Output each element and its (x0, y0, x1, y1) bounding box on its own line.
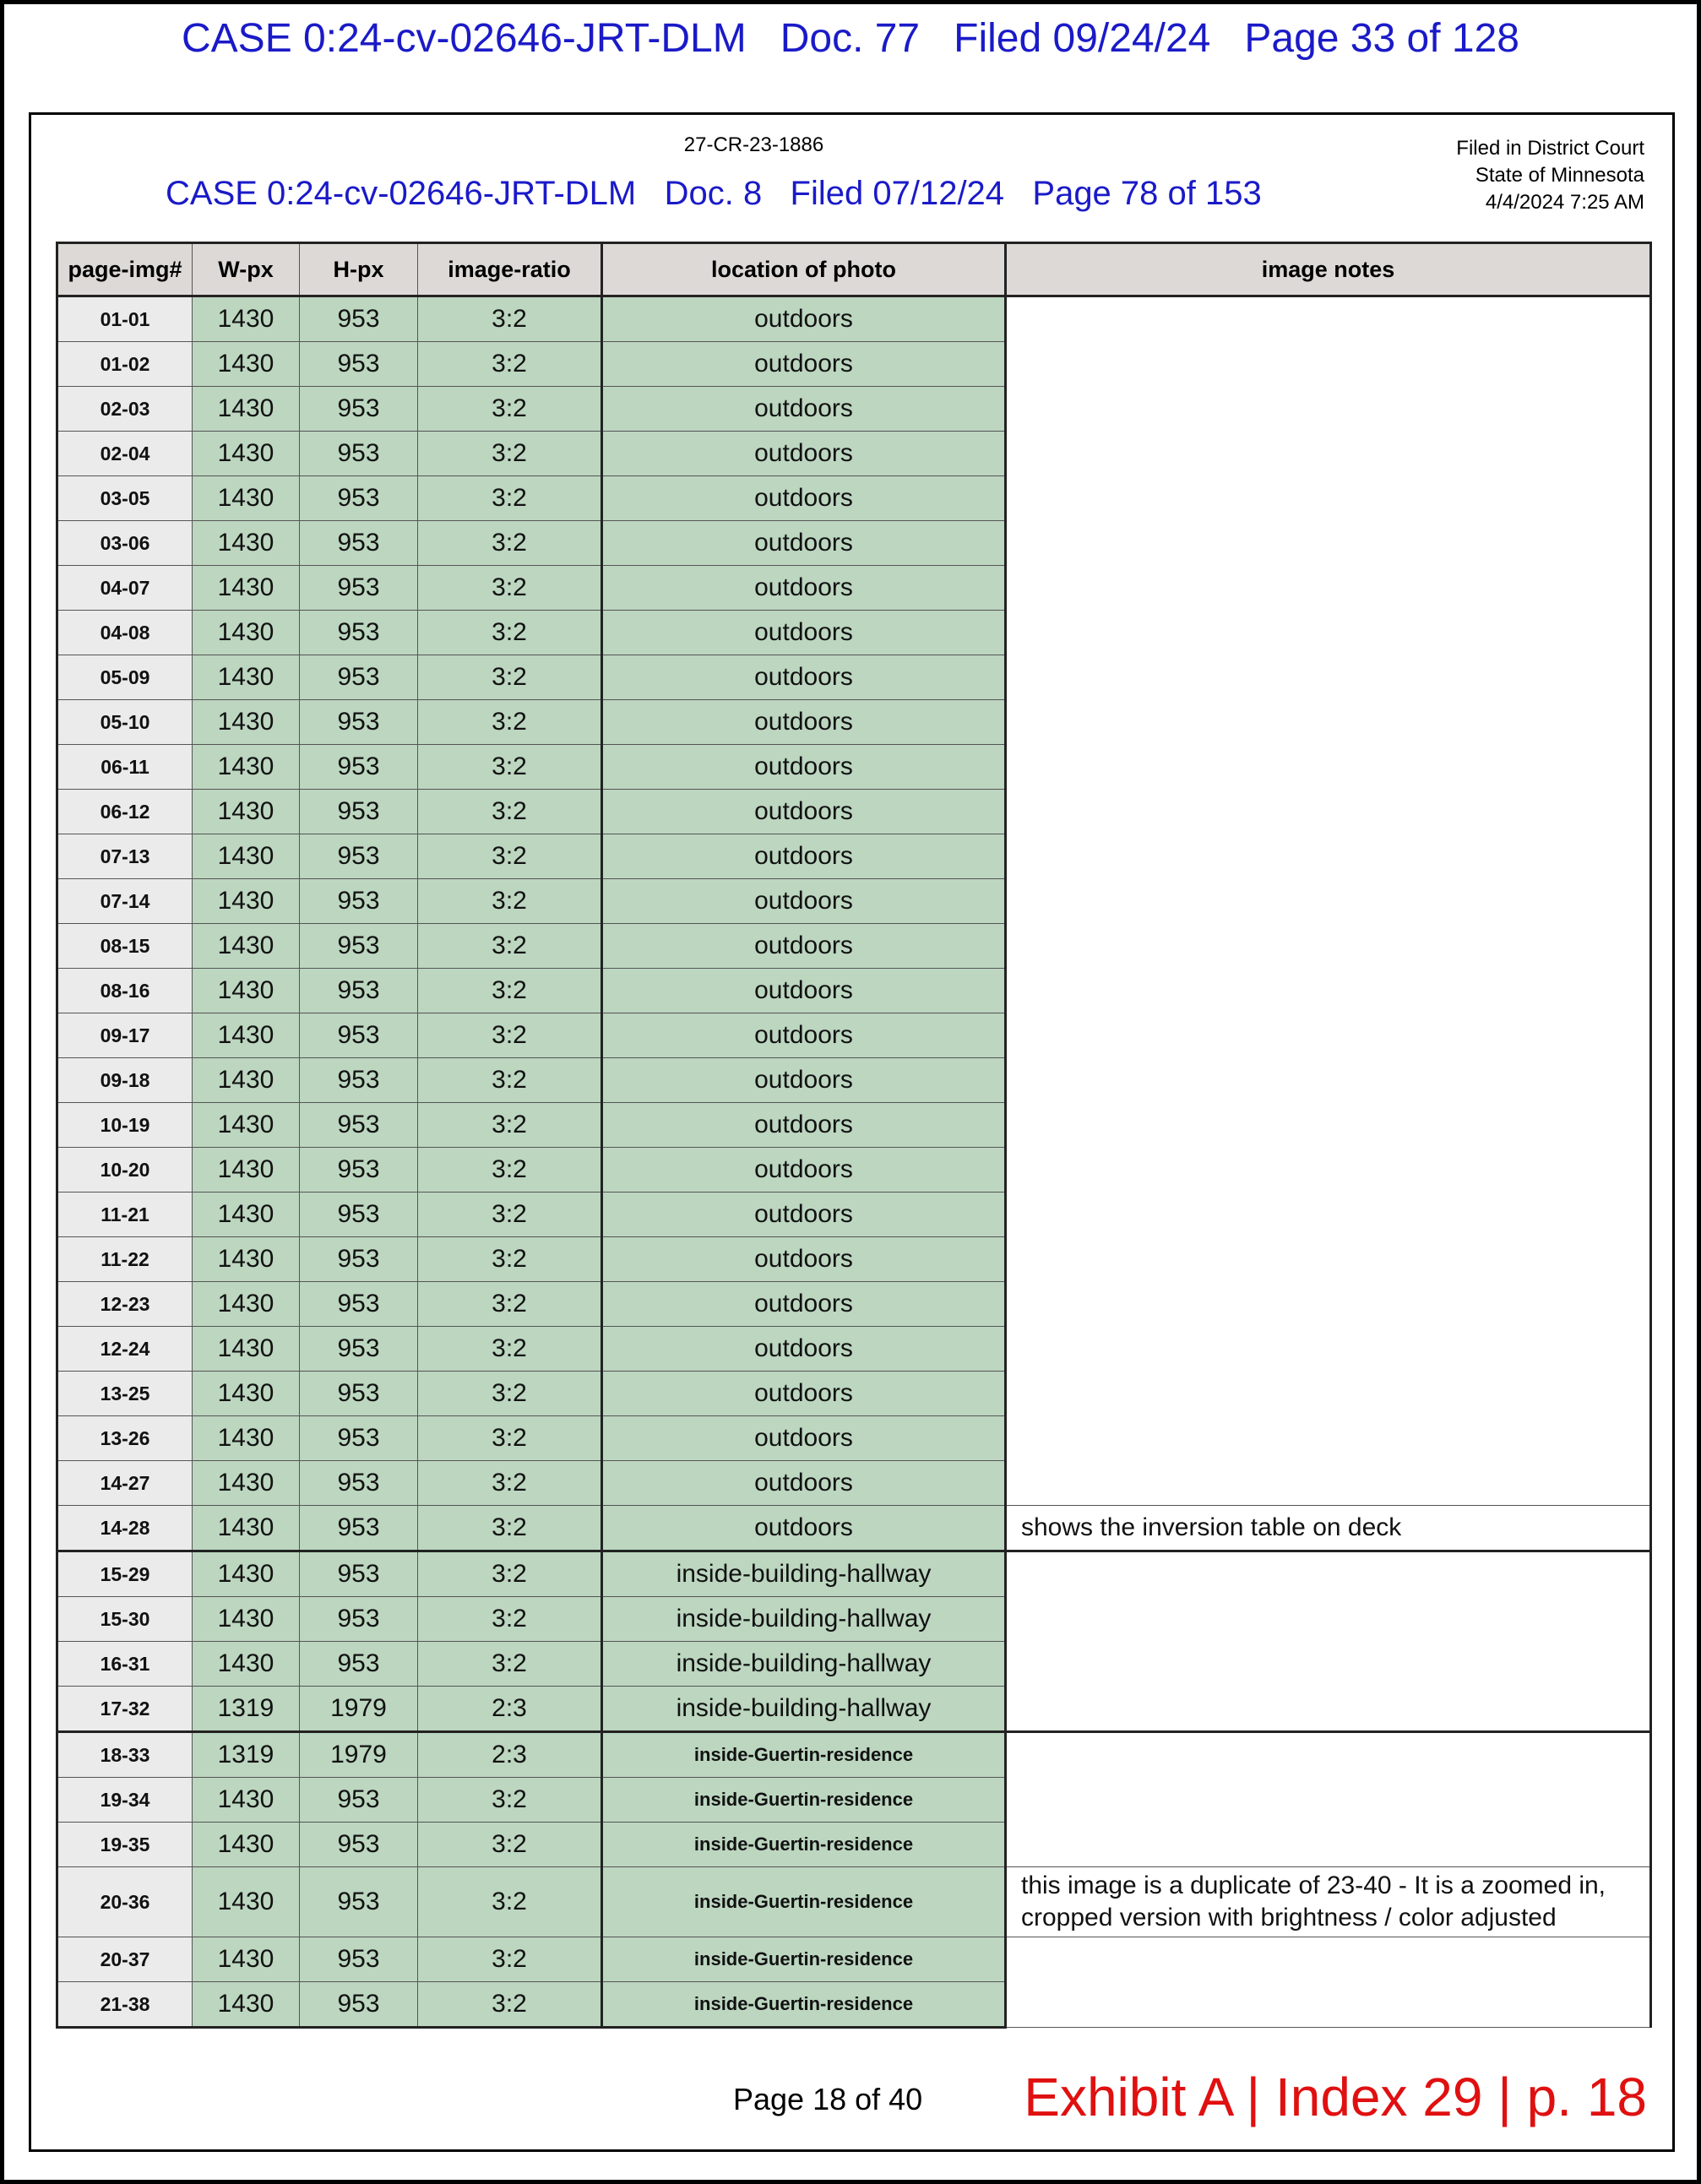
cell-location: outdoors (602, 611, 1006, 655)
cell-location: outdoors (602, 1506, 1006, 1551)
cell-width: 1430 (193, 879, 300, 924)
table-row (57, 1551, 1651, 1597)
cell-location: outdoors (602, 1237, 1006, 1282)
cell-ratio: 3:2 (418, 1282, 602, 1327)
cell-page-img: 12-24 (57, 1327, 193, 1372)
cell-width: 1430 (193, 1937, 300, 1982)
cell-width: 1319 (193, 1687, 300, 1732)
cell-width: 1430 (193, 387, 300, 432)
cell-location: outdoors (602, 1148, 1006, 1193)
cell-height: 953 (300, 1461, 418, 1506)
cell-height: 953 (300, 1597, 418, 1642)
table-row (57, 1937, 1651, 1982)
cell-ratio: 3:2 (418, 700, 602, 745)
cell-location: outdoors (602, 1103, 1006, 1148)
cell-ratio: 3:2 (418, 296, 602, 342)
column-header-notes: image notes (1006, 243, 1651, 296)
cell-height: 953 (300, 342, 418, 387)
cell-width: 1430 (193, 476, 300, 521)
cell-width: 1430 (193, 1982, 300, 2028)
cell-location: outdoors (602, 924, 1006, 969)
cell-ratio: 3:2 (418, 790, 602, 834)
inner-case-stamp: CASE 0:24-cv-02646-JRT-DLM Doc. 8 Filed 07/12/24 Page 78 of 153 (166, 175, 1262, 212)
cell-ratio: 3:2 (418, 1237, 602, 1282)
cell-height: 953 (300, 1148, 418, 1193)
cell-location: outdoors (602, 296, 1006, 342)
cell-height: 953 (300, 1327, 418, 1372)
cell-height: 1979 (300, 1687, 418, 1732)
cell-width: 1430 (193, 745, 300, 790)
cell-location: outdoors (602, 476, 1006, 521)
cell-location: outdoors (602, 1372, 1006, 1416)
cell-width: 1430 (193, 566, 300, 611)
cell-height: 953 (300, 296, 418, 342)
cell-width: 1430 (193, 1193, 300, 1237)
cell-page-img: 04-07 (57, 566, 193, 611)
page-count: Page 18 of 40 (733, 2082, 923, 2116)
column-header-height: H-px (300, 243, 418, 296)
cell-location: outdoors (602, 521, 1006, 566)
cell-location: outdoors (602, 1193, 1006, 1237)
cell-page-img: 06-11 (57, 745, 193, 790)
cell-notes (1006, 1551, 1651, 1732)
cell-page-img: 10-20 (57, 1148, 193, 1193)
cell-ratio: 3:2 (418, 1642, 602, 1687)
cell-page-img: 19-34 (57, 1778, 193, 1823)
cell-location: outdoors (602, 745, 1006, 790)
cell-location: outdoors (602, 879, 1006, 924)
cell-height: 953 (300, 834, 418, 879)
cell-location: outdoors (602, 790, 1006, 834)
cell-page-img: 17-32 (57, 1687, 193, 1732)
cell-height: 953 (300, 387, 418, 432)
cell-page-img: 09-17 (57, 1013, 193, 1058)
cell-page-img: 05-10 (57, 700, 193, 745)
cell-page-img: 16-31 (57, 1642, 193, 1687)
top-case-stamp: CASE 0:24-cv-02646-JRT-DLM Doc. 77 Filed 09/24/24 Page 33 of 128 (182, 16, 1519, 61)
cell-ratio: 3:2 (418, 745, 602, 790)
cell-location: outdoors (602, 1416, 1006, 1461)
cell-ratio: 3:2 (418, 834, 602, 879)
cell-page-img: 07-13 (57, 834, 193, 879)
cell-ratio: 3:2 (418, 1013, 602, 1058)
column-header-location: location of photo (602, 243, 1006, 296)
cell-ratio: 3:2 (418, 1778, 602, 1823)
cell-location: inside-Guertin-residence (602, 1937, 1006, 1982)
cell-height: 953 (300, 1237, 418, 1282)
cell-location: inside-Guertin-residence (602, 1732, 1006, 1778)
cell-ratio: 3:2 (418, 1982, 602, 2028)
cell-location: inside-Guertin-residence (602, 1823, 1006, 1867)
cell-height: 953 (300, 1282, 418, 1327)
cell-height: 953 (300, 476, 418, 521)
cell-ratio: 2:3 (418, 1732, 602, 1778)
cell-page-img: 20-37 (57, 1937, 193, 1982)
cell-height: 953 (300, 521, 418, 566)
cell-height: 953 (300, 566, 418, 611)
cell-location: inside-Guertin-residence (602, 1778, 1006, 1823)
column-header-page-img: page-img# (57, 243, 193, 296)
cell-location: inside-building-hallway (602, 1597, 1006, 1642)
cell-width: 1430 (193, 1237, 300, 1282)
cell-location: outdoors (602, 969, 1006, 1013)
cell-page-img: 12-23 (57, 1282, 193, 1327)
cell-height: 953 (300, 969, 418, 1013)
cell-page-img: 01-01 (57, 296, 193, 342)
cell-notes (1006, 1732, 1651, 1867)
cell-height: 953 (300, 1506, 418, 1551)
cell-width: 1430 (193, 700, 300, 745)
cell-notes: this image is a duplicate of 23-40 - It is a zoomed in, cropped version with brightness / color adjusted (1006, 1867, 1651, 1937)
cell-location: inside-building-hallway (602, 1551, 1006, 1597)
cell-notes (1006, 296, 1651, 1506)
cell-ratio: 3:2 (418, 1823, 602, 1867)
column-header-width: W-px (193, 243, 300, 296)
cell-page-img: 18-33 (57, 1732, 193, 1778)
column-header-ratio: image-ratio (418, 243, 602, 296)
cell-width: 1430 (193, 1372, 300, 1416)
cell-page-img: 03-05 (57, 476, 193, 521)
cell-height: 1979 (300, 1732, 418, 1778)
cell-page-img: 06-12 (57, 790, 193, 834)
cell-ratio: 3:2 (418, 476, 602, 521)
cell-width: 1430 (193, 1551, 300, 1597)
cell-width: 1430 (193, 1327, 300, 1372)
cell-height: 953 (300, 1013, 418, 1058)
cell-page-img: 07-14 (57, 879, 193, 924)
filed-line: 4/4/2024 7:25 AM (1485, 191, 1644, 214)
cell-page-img: 13-25 (57, 1372, 193, 1416)
cell-height: 953 (300, 1982, 418, 2028)
cell-page-img: 08-15 (57, 924, 193, 969)
cell-width: 1430 (193, 790, 300, 834)
cell-width: 1430 (193, 1416, 300, 1461)
filed-line: Filed in District Court (1456, 137, 1644, 160)
cell-ratio: 3:2 (418, 1867, 602, 1937)
cell-height: 953 (300, 432, 418, 476)
cell-ratio: 3:2 (418, 1461, 602, 1506)
cell-location: outdoors (602, 655, 1006, 700)
cell-ratio: 3:2 (418, 1937, 602, 1982)
cell-width: 1430 (193, 521, 300, 566)
cell-location: outdoors (602, 1058, 1006, 1103)
cell-width: 1430 (193, 1597, 300, 1642)
cell-page-img: 20-36 (57, 1867, 193, 1937)
cell-height: 953 (300, 924, 418, 969)
cell-page-img: 11-22 (57, 1237, 193, 1282)
case-number: 27-CR-23-1886 (683, 133, 824, 156)
cell-location: outdoors (602, 566, 1006, 611)
cell-width: 1430 (193, 655, 300, 700)
cell-notes (1006, 1937, 1651, 2028)
cell-page-img: 02-03 (57, 387, 193, 432)
cell-page-img: 10-19 (57, 1103, 193, 1148)
cell-location: outdoors (602, 834, 1006, 879)
cell-location: outdoors (602, 1282, 1006, 1327)
cell-location: inside-Guertin-residence (602, 1867, 1006, 1937)
cell-ratio: 3:2 (418, 1327, 602, 1372)
cell-height: 953 (300, 1193, 418, 1237)
photo-index-table (56, 242, 1652, 2029)
cell-ratio: 3:2 (418, 432, 602, 476)
cell-location: inside-Guertin-residence (602, 1982, 1006, 2028)
cell-ratio: 3:2 (418, 521, 602, 566)
cell-width: 1430 (193, 1506, 300, 1551)
cell-ratio: 3:2 (418, 1193, 602, 1237)
cell-page-img: 21-38 (57, 1982, 193, 2028)
cell-width: 1430 (193, 969, 300, 1013)
cell-location: outdoors (602, 432, 1006, 476)
cell-ratio: 3:2 (418, 342, 602, 387)
cell-ratio: 3:2 (418, 1372, 602, 1416)
cell-page-img: 08-16 (57, 969, 193, 1013)
cell-width: 1430 (193, 1823, 300, 1867)
cell-width: 1319 (193, 1732, 300, 1778)
cell-ratio: 3:2 (418, 969, 602, 1013)
cell-location: outdoors (602, 700, 1006, 745)
cell-height: 953 (300, 1416, 418, 1461)
cell-width: 1430 (193, 1103, 300, 1148)
table-row (57, 296, 1651, 342)
cell-ratio: 3:2 (418, 1416, 602, 1461)
cell-height: 953 (300, 1058, 418, 1103)
table-row (57, 1732, 1651, 1778)
cell-width: 1430 (193, 924, 300, 969)
cell-page-img: 14-27 (57, 1461, 193, 1506)
cell-width: 1430 (193, 1058, 300, 1103)
cell-ratio: 3:2 (418, 879, 602, 924)
cell-height: 953 (300, 1642, 418, 1687)
cell-page-img: 02-04 (57, 432, 193, 476)
cell-ratio: 3:2 (418, 655, 602, 700)
filed-stamp (1456, 135, 1644, 216)
cell-height: 953 (300, 1551, 418, 1597)
cell-page-img: 14-28 (57, 1506, 193, 1551)
cell-location: outdoors (602, 1461, 1006, 1506)
cell-page-img: 13-26 (57, 1416, 193, 1461)
cell-width: 1430 (193, 1013, 300, 1058)
cell-height: 953 (300, 1823, 418, 1867)
cell-ratio: 3:2 (418, 1103, 602, 1148)
cell-page-img: 05-09 (57, 655, 193, 700)
cell-height: 953 (300, 700, 418, 745)
cell-page-img: 03-06 (57, 521, 193, 566)
cell-ratio: 3:2 (418, 924, 602, 969)
cell-width: 1430 (193, 834, 300, 879)
cell-location: outdoors (602, 1013, 1006, 1058)
cell-ratio: 3:2 (418, 1551, 602, 1597)
cell-height: 953 (300, 1103, 418, 1148)
cell-ratio: 3:2 (418, 611, 602, 655)
cell-page-img: 11-21 (57, 1193, 193, 1237)
cell-location: inside-building-hallway (602, 1642, 1006, 1687)
cell-width: 1430 (193, 1642, 300, 1687)
table-header-row (57, 243, 1651, 296)
cell-ratio: 3:2 (418, 1058, 602, 1103)
cell-width: 1430 (193, 611, 300, 655)
filed-line: State of Minnesota (1475, 164, 1644, 187)
cell-width: 1430 (193, 1282, 300, 1327)
cell-height: 953 (300, 1778, 418, 1823)
table-row (57, 1506, 1651, 1551)
cell-notes: shows the inversion table on deck (1006, 1506, 1651, 1551)
cell-width: 1430 (193, 342, 300, 387)
cell-ratio: 3:2 (418, 1597, 602, 1642)
cell-height: 953 (300, 1372, 418, 1416)
cell-location: outdoors (602, 342, 1006, 387)
cell-height: 953 (300, 745, 418, 790)
cell-page-img: 19-35 (57, 1823, 193, 1867)
exhibit-label: Exhibit A | Index 29 | p. 18 (1024, 2067, 1647, 2127)
cell-location: outdoors (602, 387, 1006, 432)
cell-ratio: 3:2 (418, 566, 602, 611)
cell-height: 953 (300, 1867, 418, 1937)
cell-ratio: 3:2 (418, 1148, 602, 1193)
cell-page-img: 04-08 (57, 611, 193, 655)
cell-page-img: 15-30 (57, 1597, 193, 1642)
cell-width: 1430 (193, 1867, 300, 1937)
cell-width: 1430 (193, 432, 300, 476)
cell-width: 1430 (193, 1778, 300, 1823)
cell-page-img: 15-29 (57, 1551, 193, 1597)
cell-page-img: 09-18 (57, 1058, 193, 1103)
cell-height: 953 (300, 1937, 418, 1982)
table-row (57, 1867, 1651, 1937)
cell-height: 953 (300, 611, 418, 655)
cell-page-img: 01-02 (57, 342, 193, 387)
cell-ratio: 3:2 (418, 387, 602, 432)
cell-location: inside-building-hallway (602, 1687, 1006, 1732)
cell-width: 1430 (193, 1148, 300, 1193)
cell-location: outdoors (602, 1327, 1006, 1372)
cell-height: 953 (300, 879, 418, 924)
cell-height: 953 (300, 655, 418, 700)
cell-height: 953 (300, 790, 418, 834)
cell-width: 1430 (193, 296, 300, 342)
cell-ratio: 2:3 (418, 1687, 602, 1732)
cell-width: 1430 (193, 1461, 300, 1506)
cell-ratio: 3:2 (418, 1506, 602, 1551)
